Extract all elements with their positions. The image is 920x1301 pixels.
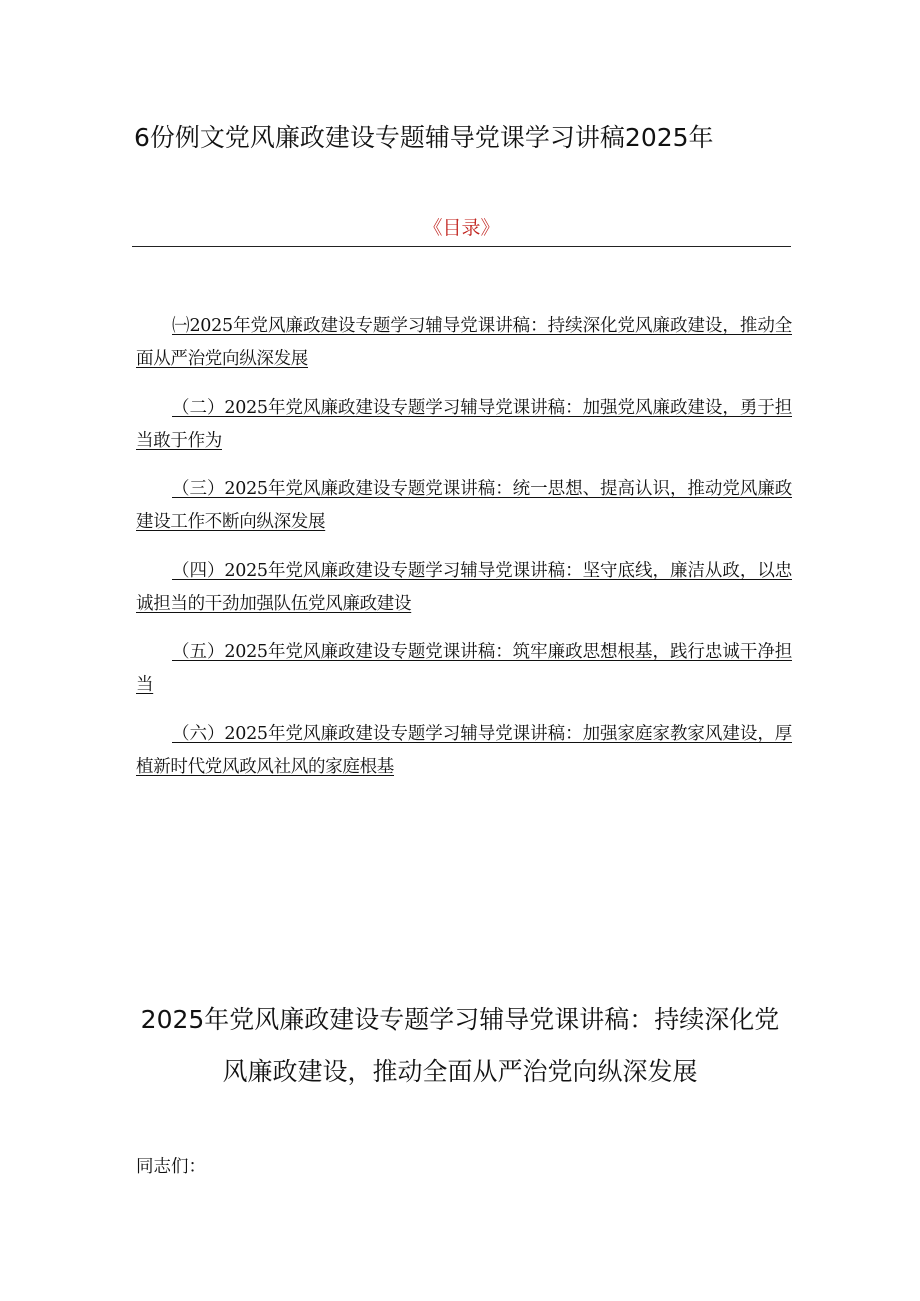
toc-link-4[interactable]: （四）2025年党风廉政建设专题学习辅导党课讲稿：坚守底线，廉洁从政，以忠诚担当的干劲加强队伍党风廉政建设: [136, 560, 792, 614]
document-title: 6份例文党风廉政建设专题辅导党课学习讲稿2025年: [134, 123, 714, 152]
toc-item-2: [136, 392, 792, 458]
toc-item-6: [136, 718, 792, 784]
section-title: 2025年党风廉政建设专题学习辅导党课讲稿：持续深化党风廉政建设，推动全面从严治党向纵深发展: [140, 1005, 780, 1086]
toc-item-1: [136, 310, 792, 376]
toc-item-5: [136, 636, 792, 702]
toc-link-3[interactable]: （三）2025年党风廉政建设专题党课讲稿：统一思想、提高认识，推动党风廉政建设工作不断向纵深发展: [136, 479, 792, 532]
toc-link-2[interactable]: （二）2025年党风廉政建设专题学习辅导党课讲稿：加强党风廉政建设，勇于担当敢于作为: [136, 397, 792, 451]
toc-divider: [132, 246, 791, 247]
salutation-text: 同志们：: [136, 1157, 206, 1177]
table-of-contents: [136, 310, 792, 799]
toc-item-4: [136, 555, 792, 621]
toc-link-6[interactable]: （六）2025年党风廉政建设专题学习辅导党课讲稿：加强家庭家教家风建设，厚植新时代党风政风社风的家庭根基: [136, 723, 792, 777]
toc-link-1[interactable]: ㈠2025年党风廉政建设专题学习辅导党课讲稿：持续深化党风廉政建设，推动全面从严治党向纵深发展: [136, 316, 792, 369]
toc-link-5[interactable]: （五）2025年党风廉政建设专题党课讲稿：筑牢廉政思想根基，践行忠诚干净担当: [136, 642, 792, 695]
toc-heading: 《目录》: [423, 217, 500, 239]
toc-item-3: [136, 473, 792, 539]
